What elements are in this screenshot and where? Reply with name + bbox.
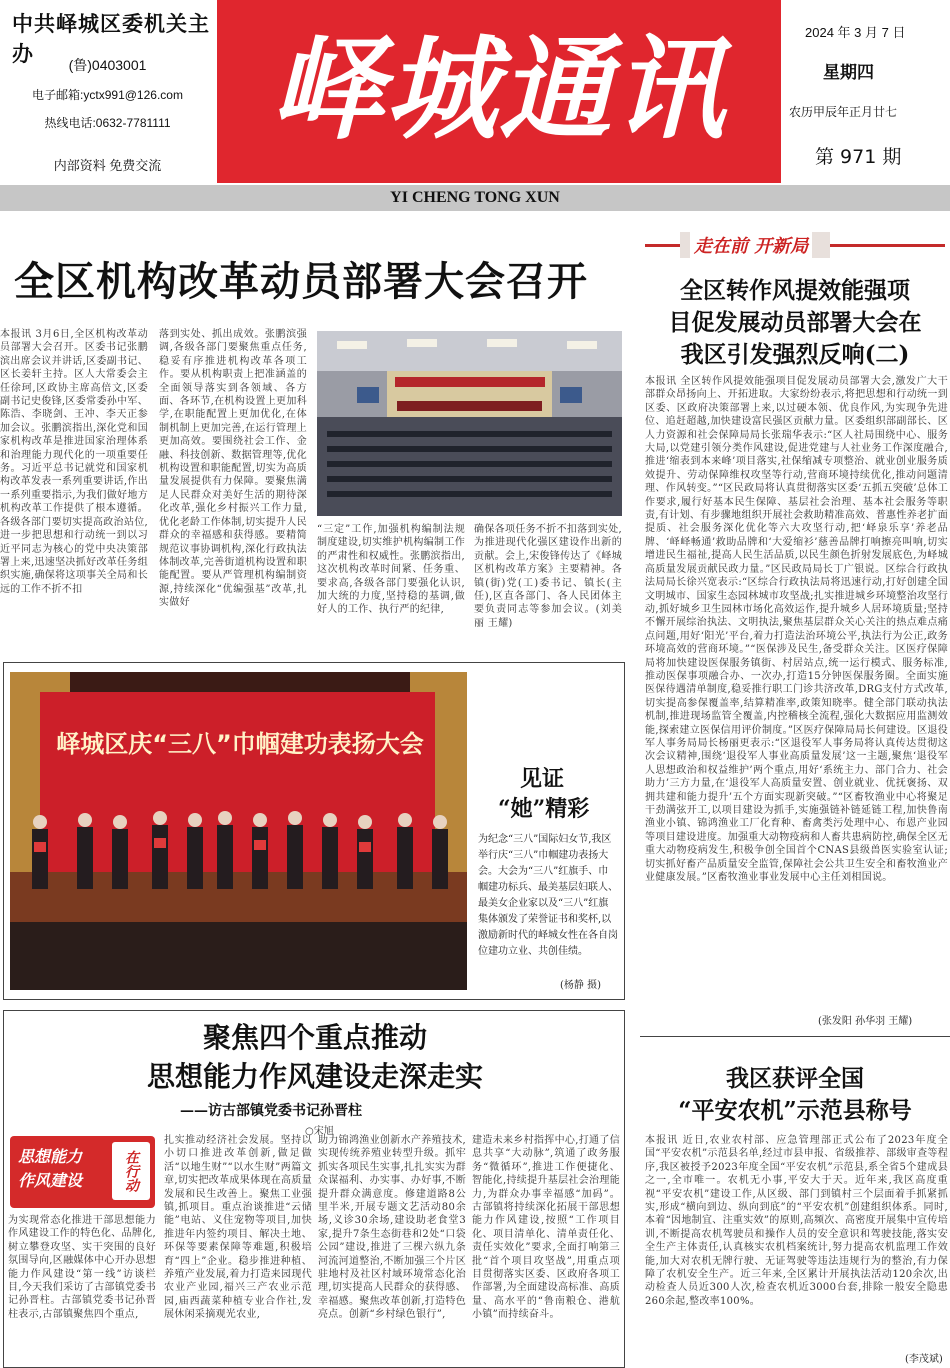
column-logo [10, 1136, 155, 1208]
issue-date: 2024 年 3 月 7 日 [805, 25, 906, 40]
side-banner [645, 232, 945, 258]
side1-body: 本报讯 全区转作风提效能强项目促发展动员部署大会,激发广大干部群众昂扬向上、开拓进取。大家纷纷表示,将把思想和行动统一到区委、区政府决策部署上来,以过硬本领、优良作风,为实现争先进位、追赶超越,加快建设富民强区贡献力量。区委组织部副部长、区人力资源和社会保障局局长张瑞华表示:“区人社局围绕中心、服务大局,以党建引领分类作风建设,促进党建与人社业务工作深度融合,推进‘缩表到本来峰’项目落实,社保缩减专项整治、就业创业服务质效提升、劳动保障维权攻坚等行动,营商环境持续优化,推动问题清理、作风转变。”“区民政局将认真贯彻落实区委‘五抓五突破’总体工作要求,履行好基本民生保障、基层社会治理、基本社会服务等职责,有计划、有步骤地组织开展社会救助精准高效、普惠性养老扩面提质、社会服务深化优化等六大攻坚行动,把‘峄泉乐享’养老品牌、‘峄峄畅通’救助品牌和‘大爱缩衫’慈善品牌打响擦亮叫响,切实增进民生福祉,提高人民生活品质,以民生颜色折射发展底色,为峄城高质量发展贡献民政力量。”区民政局局长丁广银说。区综合行政执法局局长徐兴宽表示:“区综合行政执法局将迅速行动,打好创建全国文明城市、国家生态园林城市攻坚战;扎实推进城乡环境整治攻坚行动,抓好城乡卫生园林市场化高效运作,提升城乡人居环境质量;坚持不懈开展综治执法、文明执法,聚焦基层群众关心关注的热点难点痛点问题,用好‘阳光’平台,着力打造法治环境公平,执法行为公正,政务环境高效的营商环境。”“医保涉及民生,备受群众关注。区医疗保障局将加快建设医保服务镇街、村居站点,统一运行模式、服务标准,推动医保事项融合办、一次办,打造15分钟医保服务圈。全面实施医保待遇清单制度,稳妥推行职工门诊共济改革,DRG支付方式改革,切实提高参保覆盖率,结算精准率,政策知晓率。健全部门联动执法机制,推进现场监管全覆盖,内控稽核全流程,强化大数据应用监测效能,探索建立医保信用评价制度。”区医疗保障局局长何建设。区退役军人事务局局长杨丽更表示:“区退役军人事务局将认真传达贯彻这次会议精神,围绕‘退役军人事业高质量发展’这一主题,聚焦‘退役军人思想政治和权益维护’两个重点,用好‘系统主力、部门合力、社会助力’三方力量,在‘退役军人高质量安置、创业就业、优抚褒扬、双拥共建和能力提升’五个方面实现新突破。”“区畜牧渔业中心将聚足干劲满弦开工,以项目建设为抓手,实施强链补链延链工程,加快鲁南渔业小镇、锦鸿渔业工厂化育种、畜禽类污处理中心、布恩产业园等项目建设进度。加强重大动物疫病和人畜共患病防控,确保全区无重大动物疫病发生,积极争创全国首个CNAS县级兽医实验室认证;切实抓好畜产品质量安全监管,保障社会公共卫生安全和畜牧渔业产业健康发展。”区畜牧渔业事业发展中心主任刘相国说。 [645, 376, 948, 884]
lead-column-1: 本报讯 3月6日,全区机构改革动员部署大会召开。区委书记张鹏滨出席会议并讲话,区委副书记、区长姜轩主持。区人大常委会主任徐珂,区政协主席高倍文,区委副书记史俊锋,区委常委孙中军、陈浩、李晓剑、王冲、李天正参加会议。张鹏滨指出,深化党和国家机构改革是推进国家治理体系和治理能力现代化的一项重要任务。习近平总书记就党和国家机构改革发表一系列重要讲话,作出一系列重要指示,为我们做好地方机构改革工作提供了根本遵循。各级各部门要切实提高政治站位,进一步把思想和行动统一到以习近平同志为核心的党中央决策部署上来,迅速坚决抓好改革任务组织实施,确保将这项事关全局和长远的工作不折不扣 [0, 329, 148, 595]
column-logo-line-2: 作风建设 [18, 1171, 83, 1190]
ceremony-banner-title: 峄城区庆“三八”巾帼建功表扬大会 [56, 730, 424, 758]
masthead-left [0, 0, 215, 183]
ceremony-photo [10, 672, 467, 990]
feature-heading-2: “她”精彩 [498, 796, 590, 822]
interview-subtitle: ——访古部镇党委书记孙晋柱 [180, 1103, 362, 1119]
column-logo-badge: 在行动 [112, 1142, 150, 1200]
side1-title-2: 目促发展动员部署大会在 [668, 309, 922, 336]
interview-column-3: 助力锦鸿渔业创新水产养殖技术,实现传统养殖业转型升级。抓牢抓实各项民生实事,扎扎实实为群众谋福利、办实事、办好事,不断提升群众满意度。修建道路8公里半米,开展专题文艺活动80余场,义诊30余场,建设助老食堂3家,提升7条生态街巷和2处“口袋公园”建设,推进了三棵六纵九条河流河道整治,不断加强三个片区驻地村及社区村域环境常态化治理,切实提高人民群众的获得感、幸福感。聚焦改革创新,打造特色亮点。创新“乡村绿色银行”, [318, 1135, 466, 1321]
side1-title-1: 全区转作风提效能强项 [680, 277, 910, 304]
side2-title-2: “平安农机”示范县称号 [678, 1097, 912, 1124]
side2-body: 本报讯 近日,农业农村部、应急管理部正式公布了2023年度全国“平安农机”示范县名单,经过市县申报、省级推荐、部级审查等程序,我区被授予2023年度全国“平安农机”示范县,系全省5个建成县之一,全市唯一。农机无小事,平安大于天。近年来,我区高度重视“平安农机”建设工作,从区级、部门到镇村三个层面着手抓紧抓实,形成“横向到边、纵向到底”的“平安农机”创建组织体系。同时,本着“因地制宜、注重实效”的原则,高频次、高密度开展集中宣传培训,不断提高农机驾驶员和操作人员的安全意识和驾驶技能,落实安全生产主体责任,认真核实农机档案统计,努力提高农机监理工作效能,加大对农机无牌行驶、无证驾驶等违法违规行为的整治,有力保障了农机安全生产。近三年来,全区累计开展执法活动120余次,出动检查人员近300人次,检查农机近3000台套,排除一般安全隐患260余起,整改率100%。 [645, 1135, 948, 1307]
side1-credit: (张发阳 孙华羽 王耀) [818, 1016, 913, 1027]
newspaper-name: 峄城通讯 [271, 24, 727, 155]
side-banner-text: 走在前 开新局 [690, 232, 812, 258]
side2-title-1: 我区获评全国 [726, 1065, 864, 1092]
meeting-photo [317, 331, 622, 516]
column-logo-line-1: 思想能力 [18, 1147, 83, 1166]
interview-column-2: 扎实推动经济社会发展。坚持以小切口推进改革创新,做足做活“以地生财”“以水生财”两篇文章,切实把改革成果体现在高质量发展和民生改善上。聚焦工业强镇,抓项目。重点治谈推进“云储能”电站、义住宠物等项目,加快推进年内签约项目、解决土地、环保等要素保障等难题,积极培育“四上”企业。稳步推进种植、养殖产业发展,着力打造来园现代农业产业园,福兴三产农业示范园,庙西蔬菜种植专业合作社,发展休闲采摘观光农业, [164, 1135, 312, 1321]
interview-column-1: 为实现常态化推进干部思想能力作风建设工作的特色化、品牌化,树立攀登攻坚、实干突围的良好氛围导向,区融媒体中心开办思想能力作风建设“第一线”访谈栏目,今天我们采访了古部镇党委书记孙晋柱。古部镇党委书记孙晋柱表示,古部镇聚焦四个重点, [8, 1215, 156, 1320]
feature-caption: 为纪念“三八”国际妇女节,我区举行庆“三八”巾帼建功表扬大会。大会为“三八”红旗手、巾帼建功标兵、最美基层妇联人、最美女企业家以及“三八”红旗集体颁发了荣誉证书和奖杯,以激励新时代的峄城女性在各自岗位建功立业、共创佳绩。 [478, 834, 618, 957]
feature-credit: (杨静 摄) [560, 980, 601, 991]
interview-byline-name: 宋旭 [313, 1126, 334, 1137]
interview-title-1: 聚焦四个重点推动 [202, 1021, 427, 1054]
meeting-hall-image [317, 331, 622, 516]
email: 电子邮箱:yctx991@126.com [32, 88, 183, 102]
weekday: 星期四 [823, 63, 874, 83]
license-number: (鲁)0403001 [68, 57, 147, 73]
interview-column-4: 建造未来乡村指挥中心,打通了信息共享“大动脉”,筑通了政务服务“微循环”,推进工作便捷化、智能化,持续提升基层社会治理能力,为群众办事幸福感“加码”。古部镇将持续深化拓展干部思想能力作风建设,按照“工作项目化、项目清单化、清单责任化、责任实效化”要求,全面打响第三批“首个项目攻坚战”,用重点项目贯彻落实区委、区政府各项工作部署,为全面建设高标准、高质量、高水平的“鲁南粮仓、港航小镇”而持续奋斗。 [472, 1135, 620, 1321]
lunar-date: 农历甲辰年正月廿七 [789, 105, 898, 119]
masthead-right [783, 0, 950, 183]
lead-column-4: 确保各项任务不折不扣落到实处,为推进现代化强区建设作出新的贡献。会上,宋俊锋传达了《峄城区机构改革方案》主要精神。各镇(街)党(工)委书记、镇长(主任),区直各部门、各人民团体主要负责同志等参加会议。(刘美丽 王耀) [474, 524, 622, 629]
masthead-banner [217, 0, 781, 183]
pinyin-bar: YI CHENG TONG XUN [0, 185, 950, 211]
feature-heading-1: 见证 [520, 766, 565, 792]
lead-headline: 全区机构改革动员部署大会召开 [14, 259, 588, 305]
side1-title-3: 我区引发强烈反响(二) [680, 341, 910, 368]
internal-notice: 内部资料 免费交流 [53, 158, 162, 173]
interview-title-2: 思想能力作风建设走深走实 [146, 1060, 483, 1093]
lead-column-2: 落到实处、抓出成效。张鹏滨强调,各级各部门要聚焦重点任务,稳妥有序推进机构改革各项工作。要从机构职责上把准涵盖的全面领导落实到各领域、各方面、各环节,在机构设置上更加科学,在职能配置上更加优化,在体制机制上更加完善,在运行管理上更加高效。要围绕社会工作、金融、科技创新、数据管理等,优化机构设置和职能配置,切实为高质量发展提供有力保障。要聚焦满足人民群众对美好生活的期待深化改革,强化乡村振兴工作力量,优化老龄工作体制,切实提升人民群众的幸福感和获得感。要精简规范议事协调机构,深化行政执法体制改革,完善街道机构设置和职能配置。要从严管理机构编制资源,持续深化“优编强基”改革,扎实做好 [159, 329, 307, 609]
side2-credit: (李茂斌) [905, 1354, 943, 1365]
interview-byline: ○宋旭 [305, 1126, 334, 1137]
side-divider [640, 1036, 950, 1037]
lead-column-3: “三定”工作,加强机构编制法规制度建设,切实维护机构编制工作的严肃性和权威性。张鹏滨指出,这次机构改革时间紧、任务重、要求高,各级各部门要强化认识,加大统的力度,坚持稳的基调,做好人的工作、执行严的纪律, [317, 524, 465, 616]
hotline: 热线电话:0632-7781111 [44, 116, 171, 130]
organization: 中共峄城区委机关主办 [12, 12, 210, 66]
ceremony-stage-image [10, 672, 467, 990]
issue-number: 第 971 期 [815, 146, 902, 168]
